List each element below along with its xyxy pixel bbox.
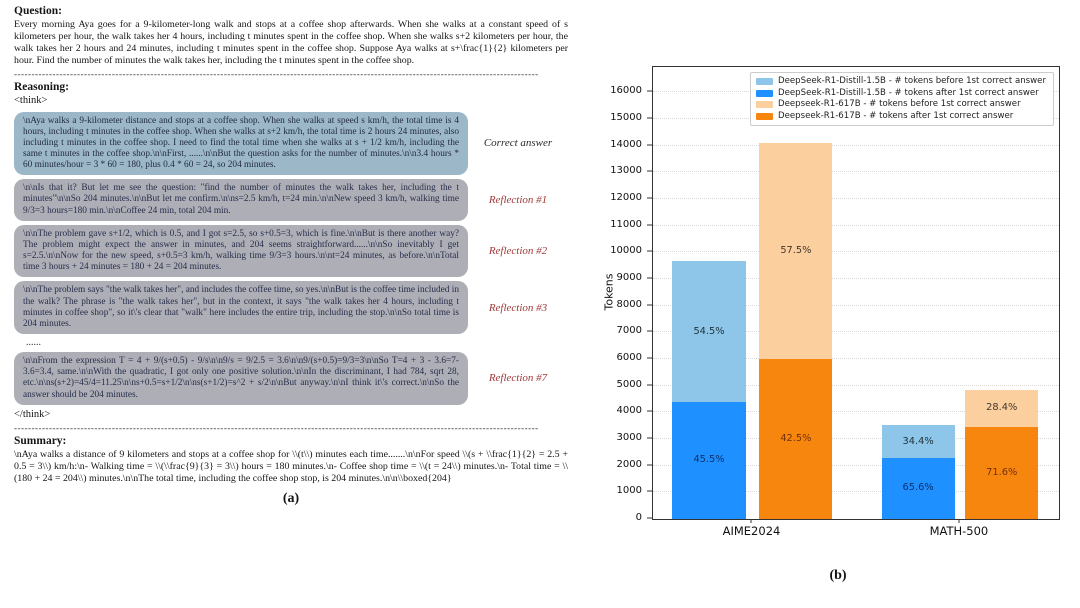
y-tick-label: 0	[635, 512, 642, 523]
reasoning-row-correct	[14, 112, 568, 176]
y-tick-label: 9000	[616, 272, 642, 283]
percent-label: 45.5%	[693, 454, 725, 466]
percent-label: 28.4%	[986, 402, 1018, 414]
legend-entry	[756, 99, 1046, 110]
percent-label: 54.5%	[693, 325, 725, 337]
y-tick-label: 11000	[610, 218, 642, 230]
legend-swatch	[756, 78, 773, 85]
legend-label: Deepseek-R1-617B - # tokens after 1st correct answer	[777, 111, 1014, 122]
y-tick-label: 3000	[616, 432, 642, 443]
y-tick-label: 2000	[616, 458, 642, 470]
legend-label: DeepSeek-R1-Distill-1.5B - # tokens after 1st correct answer	[777, 87, 1039, 98]
omitted-reflections-ellipsis: ......	[26, 337, 41, 349]
legend-swatch	[756, 90, 773, 97]
y-tick-label: 16000	[610, 85, 642, 97]
x-tick-label: AIME2024	[722, 524, 781, 538]
panel-b	[596, 0, 1080, 608]
reflection-1-label: Reflection #1	[488, 194, 548, 207]
y-tick-label: 4000	[616, 405, 642, 417]
reasoning-row-reflection-7	[14, 352, 568, 405]
y-tick-label: 1000	[616, 485, 642, 497]
reflection-3-block: \n\nThe problem says "the walk takes her", and includes the coffee time, so yes.\n\nBut is the coffee time included in the walk? The phrase is "the walk takes her", but in the context, it says "the walk takes her 4 hours, including t minutes in coffee shop", so it\'s clear that "walk" here includes the entire trip, including the stop.\n\nSo total time is 204 minutes.	[14, 281, 468, 334]
y-tick-label: 10000	[610, 245, 642, 257]
segment-after-1st-correct	[882, 458, 955, 519]
caption-b: (b)	[829, 568, 847, 583]
bar-aime2024-617b	[759, 67, 832, 519]
reasoning-title: Reasoning:	[14, 80, 69, 93]
legend-label: DeepSeek-R1-Distill-1.5B - # tokens before 1st correct answer	[777, 76, 1046, 86]
reflection-2-label: Reflection #2	[488, 245, 548, 258]
bar-math-500-distill-1.5b	[882, 67, 955, 519]
segment-before-1st-correct	[965, 390, 1038, 427]
legend-swatch	[756, 101, 773, 108]
percent-label: 65.6%	[902, 482, 934, 494]
legend-entry	[756, 111, 1046, 122]
bar-aime2024-distill-1.5b	[672, 67, 745, 519]
y-tick-label: 12000	[610, 192, 642, 203]
caption-a: (a)	[282, 491, 300, 507]
reasoning-row-reflection-3	[14, 281, 568, 334]
y-tick-label: 6000	[616, 352, 642, 363]
legend-entry	[756, 76, 1046, 87]
x-tick-mark	[751, 519, 752, 523]
percent-label: 71.6%	[986, 466, 1018, 478]
y-tick-label: 14000	[610, 138, 642, 150]
reflection-3-label: Reflection #3	[488, 301, 548, 314]
question-title: Question:	[14, 5, 62, 17]
summary-text: \nAya walks a distance of 9 kilometers and stops at a coffee shop for \\(t\\) minutes each time.......\n\nFor speed \\(s + \\frac{1}{2} = 2.5 + 0.5 = 3\\) km/h:\n- Walking time = \\(\\frac{9}{3} = 3\\) hours = 180 minutes.\n- Coffee shop time = \\(t = 24\\) minutes.\n- Total time = \\(180 + 24 = 204\\) minutes.\n\nThe total time, including the coffee shop stop, is 204 minutes.\n\n\\boxed{204}	[14, 449, 568, 485]
summary-title: Summary:	[14, 435, 67, 448]
segment-before-1st-correct	[672, 261, 745, 402]
y-tick-label: 5000	[616, 378, 642, 390]
percent-label: 57.5%	[780, 245, 812, 257]
reflection-2-block: \n\nThe problem gave s+1/2, which is 0.5, and I got s=2.5, so s+0.5=3, which is fine.\n\nBut is there another way? The problem might expect the answer in minutes, and 204 seems straightforward......\n\nSo inevitably I get s=2.5.\n\nNow for the new speed, s+0.5=3 km/h, walking time 9/3=3 hours.\n\nt=24 minutes, as before.\n\nTotal time 3 hours + 24 minutes = 180 + 24 = 204 minutes.	[14, 225, 468, 278]
segment-before-1st-correct	[759, 143, 832, 359]
reflection-7-block: \n\nFrom the expression T = 4 + 9/(s+0.5) - 9/s\n\n9/s = 9/2.5 = 3.6\n\n9/(s+0.5)=9/3=3\n\nSo T=4 + 3 - 3.6=7-3.6=3.4, same.\n\nWith the quadratic, I got only one positive solution.\n\nIn the discriminant, I had 784, sqrt 28, etc.\n\ns(s+2)=45/4=11.25\n\ns+0.5=s+1/2\n\ns(s+1/2)=s^2 + s/2\n\nBut anyway.\n\nI think it\'s correct.\n\nSo the answer should be 204 minutes.	[14, 352, 468, 405]
reflection-7-label: Reflection #7	[488, 372, 548, 385]
reasoning-row-reflection-2	[14, 225, 568, 278]
legend-label: Deepseek-R1-617B - # tokens before 1st correct answer	[777, 99, 1021, 110]
x-tick-label: MATH-500	[929, 524, 989, 538]
divider-dashes-bottom: ------------------------------------------------------------------------------------------------------------------------------------------------------	[14, 423, 539, 434]
reflection-1-block: \n\nIs that it? But let me see the question: "find the number of minutes the walk takes her, including the t minutes"\n\nSo 204 minutes.\n\nBut let me confirm.\n\ns=2.5 km/h, t=24 min.\n\nNew speed 3 km/h, walking time 9/3=3 hours=180 min.\n\nCoffee 24 min, total 204 min.	[14, 179, 468, 220]
correct-answer-label: Correct answer	[483, 137, 553, 150]
question-text: Every morning Aya goes for a 9-kilometer-long walk and stops at a coffee shop afterwards. When she walks at a constant speed of s kilometers per hour, the walk takes her 4 hours, including t minutes spent in the coffee shop. When she walks s+2 kilometers per hour, the walk takes her 2 hours and 24 minutes, including t minutes spent in the coffee shop. Suppose Aya walks at s+\frac{1}{2} kilometers per hour. Find the number of minutes the walk takes her, including the t minutes spent in the coffee shop.	[14, 19, 568, 66]
x-tick-mark	[958, 519, 959, 523]
chart-plot-area	[652, 66, 1060, 520]
legend-entry	[756, 88, 1046, 99]
percent-label: 34.4%	[902, 435, 934, 447]
divider-dashes-top: ------------------------------------------------------------------------------------------------------------------------------------------------------	[14, 68, 539, 79]
y-tick-label: 13000	[610, 165, 642, 177]
correct-answer-block: \nAya walks a 9-kilometer distance and stops at a coffee shop. When she walks at speed s km/h, the total time is 4 hours, including t minutes in the coffee shop. When she walks at s+2 km/h, the total time is 2 hours 24 minutes, also including t minutes in the coffee shop. I need to find the total time when she walks at s + 1/2 km/h, including the same t minutes in the coffee shop.\n\nFirst, ......\n\nBut the question asks for the number of minutes.\n\n3.4 hours * 60 minutes/hour = 3 * 60 = 180, plus 0.4 * 60 = 24, so 204 minutes.	[14, 112, 468, 176]
legend-swatch	[756, 113, 773, 120]
percent-label: 42.5%	[780, 433, 812, 445]
bar-math-500-617b	[965, 67, 1038, 519]
reasoning-row-reflection-1	[14, 179, 568, 220]
chart-x-axis	[652, 519, 1058, 539]
think-close-tag: </think>	[14, 408, 51, 420]
segment-after-1st-correct	[965, 427, 1038, 519]
chart-y-axis-label: Tokens	[602, 273, 616, 311]
chart-y-axis	[596, 66, 652, 523]
segment-after-1st-correct	[672, 402, 745, 519]
segment-after-1st-correct	[759, 359, 832, 519]
y-tick-label: 15000	[610, 112, 642, 123]
y-tick-label: 7000	[616, 325, 642, 337]
panel-a	[14, 5, 568, 507]
segment-before-1st-correct	[882, 425, 955, 457]
chart-legend	[750, 72, 1054, 126]
think-open-tag: <think>	[14, 94, 48, 106]
y-tick-label: 8000	[616, 298, 642, 310]
